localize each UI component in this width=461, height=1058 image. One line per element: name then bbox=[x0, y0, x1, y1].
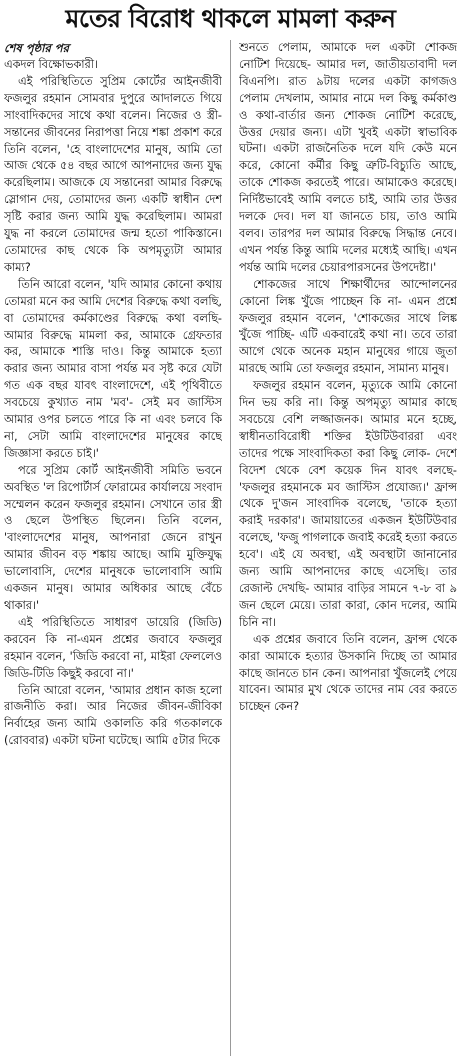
paragraph: শোকজের সাথে শিক্ষার্থীদের আন্দোলনের কোনো লিঙ্ক খুঁজে পাচ্ছেন কি না- এমন প্রশ্নে ফজলুর রহমান বলেন, 'শোকজের সাথে লিঙ্ক খুঁজে পাচ্ছি- এটি একবারেই কথা না। তবে তারা আগে থেকে অনেক মহান মানুষের গায়ে জুতা মারছে আমি তো ফজলুর রহমান, সামান্য মানুষ। bbox=[239, 277, 458, 376]
article-columns bbox=[4, 40, 457, 1056]
paragraph: ফজলুর রহমান বলেন, মৃত্যুকে আমি কোনো দিন ভয় করি না। কিন্তু অপমৃত্যু আমার কাছে সবচেয়ে বেশি লজ্জাজনক। আমার মনে হচ্ছে, স্বাধীনতাবিরোধী শক্তির ইউটিউবাররা এবং তাদের পক্ষে সাংবাদিকতা করা কিছু লোক- দেশে বিদেশ থেকে বেশ কয়েক দিন যাবৎ বলছে-'ফজলুর রহমানকে মব জাস্টিস প্রযোজ্য।' ফ্রান্স থেকে দু'জন সাংবাদিক বলেছে, 'তাকে হত্যা করাই দরকার'। জামায়াতের একজন ইউটিউবার বলেছে, 'ফজু পাগলাকে জবাই করেই হত্যা করতে হবে'। এই যে অবস্থা, এই অবস্থাটা জানানোর জন্য আমি আপনাদের কাছে এসেছি। তার রেজাল্ট দেখছি- আমার বাড়ির সামনে ৭-৮ বা ৯ জন ছেলে মেয়ে। তারা কারা, কোন দলের, আমি চিনি না। bbox=[239, 379, 458, 629]
continuation-label: শেষ পৃষ্ঠার পর bbox=[4, 41, 69, 55]
paragraph: পরে সুপ্রিম কোর্ট আইনজীবী সমিতি ভবনে অবস্থিত 'ল রিপোর্টার্স ফোরামের কার্যালয়ে সংবাদ সম্মেলন করেন ফজলুর রহমান। সেখানে তার স্ত্রী ও ছেলে উপস্থিত ছিলেন। তিনি বলেন, 'বাংলাদেশের মানুষ, আপনারা জেনে রাখুন আমার জীবন বড় শঙ্কায় আছে। আমি মুক্তিযুদ্ধ ভালোবাসি, দেশের মানুষকে ভালোবাসি আমি একজন মানুষ। আমার অধিকার আছে বেঁচে থাকার।' bbox=[4, 463, 223, 612]
paragraph: একদল বিক্ষোভকারী। bbox=[4, 58, 99, 71]
paragraph: এক প্রশ্নের জবাবে তিনি বলেন, ফ্রান্স থেকে কারা আমাকে হত্যার উসকানি দিচ্ছে তা আমার কাছে জানতে চান কেন। আপনারা খুঁজলেই পেয়ে যাবেন। আমার মুখ থেকে তাদের নাম বের করতে চাচ্ছেন কেন? bbox=[239, 632, 458, 714]
left-column bbox=[4, 40, 222, 1056]
headline: মতের বিরোধ থাকলে মামলা করুন bbox=[65, 4, 396, 33]
paragraph: শুনতে পেলাম, আমাকে দল একটা শোকজ নোটিশ দিয়েছে- আমার দল, জাতীয়তাবাদী দল বিএনপি। রাত ৯টায় দলের একটা কাগজও পেলাম দেখলাম, আমার নামে দল কিছু কর্মকাণ্ড ও কথা-বার্তার জন্য শোকজ নোটিশ করেছে, উত্তর দেয়ার জন্য। এটা খুবই একটা স্বাভাবিক ঘটনা। একটা রাজনৈতিক দলে যদি কেউ মনে করে, কোনো কর্মীর কিছু ত্রুটি-বিচ্যুতি আছে, তাকে শোকজ করতেই পারে। আমাকেও করেছে। নির্দিষ্টভাবেই আমি বলতে চাই, আমি তার উত্তর দলকে দেব। দল যা জানতে চায়, তাও আমি বলব। তারপর দল আমার বিরুদ্ধে সিদ্ধান্ত নেবে। এখন পর্যন্ত কিন্তু আমি দলের মধ্যেই আছি। এখন পর্যন্ত আমি দলের চেয়ারপারসনের উপদেষ্টা।' bbox=[239, 41, 458, 274]
paragraph: তিনি আরো বলেন, 'যদি আমার কোনো কথায় তোমরা মনে কর আমি দেশের বিরুদ্ধে কথা বলছি, বা তোমাদের কর্মকাণ্ডের বিরুদ্ধে কথা বলছি- আমার বিরুদ্ধে মামলা কর, আমাকে গ্রেফতার কর, আমাকে শাস্তি দাও। কিন্তু আমাকে হত্যা করার জন্য আমার বাসা পর্যন্ত মব সৃষ্ট করে যেটা গত এক বছর যাবৎ বাংলাদেশে, এই পৃথিবীতে সবচেয়ে কুখ্যাত নাম 'মব'- সেই মব জাস্টিস আমার ওপর চলতে পারে কি না এবং চলবে কি না, সেটা আমি বাংলাদেশের মানুষের কাছে জিজ্ঞাসা করতে চাই।' bbox=[4, 277, 223, 460]
paragraph: এই পরিস্থিতিতে সুপ্রিম কোর্টের আইনজীবী ফজলুর রহমান সোমবার দুপুরে আদালতে গিয়ে সাংবাদিকদের সাথে কথা বলেন। নিজের ও স্ত্রী-সন্তানের জীবনের নিরাপত্তা নিয়ে শঙ্কা প্রকাশ করে তিনি বলেন, 'হে বাংলাদেশের মানুষ, আমি তো আজ থেকে ৫৪ বছর আগে আপনাদের জন্য যুদ্ধ করেছিলাম। আজকে যে সন্তানেরা আমার বিরুদ্ধে স্লোগান দেয়, তোমাদের জন্য একটি স্বাধীন দেশ সৃষ্টি করার জন্য আমি যুদ্ধ করেছিলাম। আমরা যুদ্ধ না করলে তোমাদের জন্ম হতো পাকিস্তানে। তোমাদের কাছ থেকে কি অপমৃত্যুটা আমার কাম্য? bbox=[4, 74, 223, 274]
paragraph: তিনি আরো বলেন, 'আমার প্রধান কাজ হলো রাজনীতি করা। আর নিজের জীবন-জীবিকা নির্বাহের জন্য আমি ওকালতি করি গতকালকে (রোববার) একটা ঘটনা ঘটেছে। আমি ৫টার দিকে bbox=[4, 683, 223, 748]
right-column bbox=[239, 40, 457, 1056]
paragraph: এই পরিস্থিতিতে সাধারণ ডায়েরি (জিডি) করবেন কি না-এমন প্রশ্নের জবাবে ফজলুর রহমান বলেন, 'জিডি করবো না, মাইরা ফেললেও জিডি-টিডি কিছুই করবো না।' bbox=[4, 615, 223, 680]
column-divider bbox=[230, 40, 231, 1056]
